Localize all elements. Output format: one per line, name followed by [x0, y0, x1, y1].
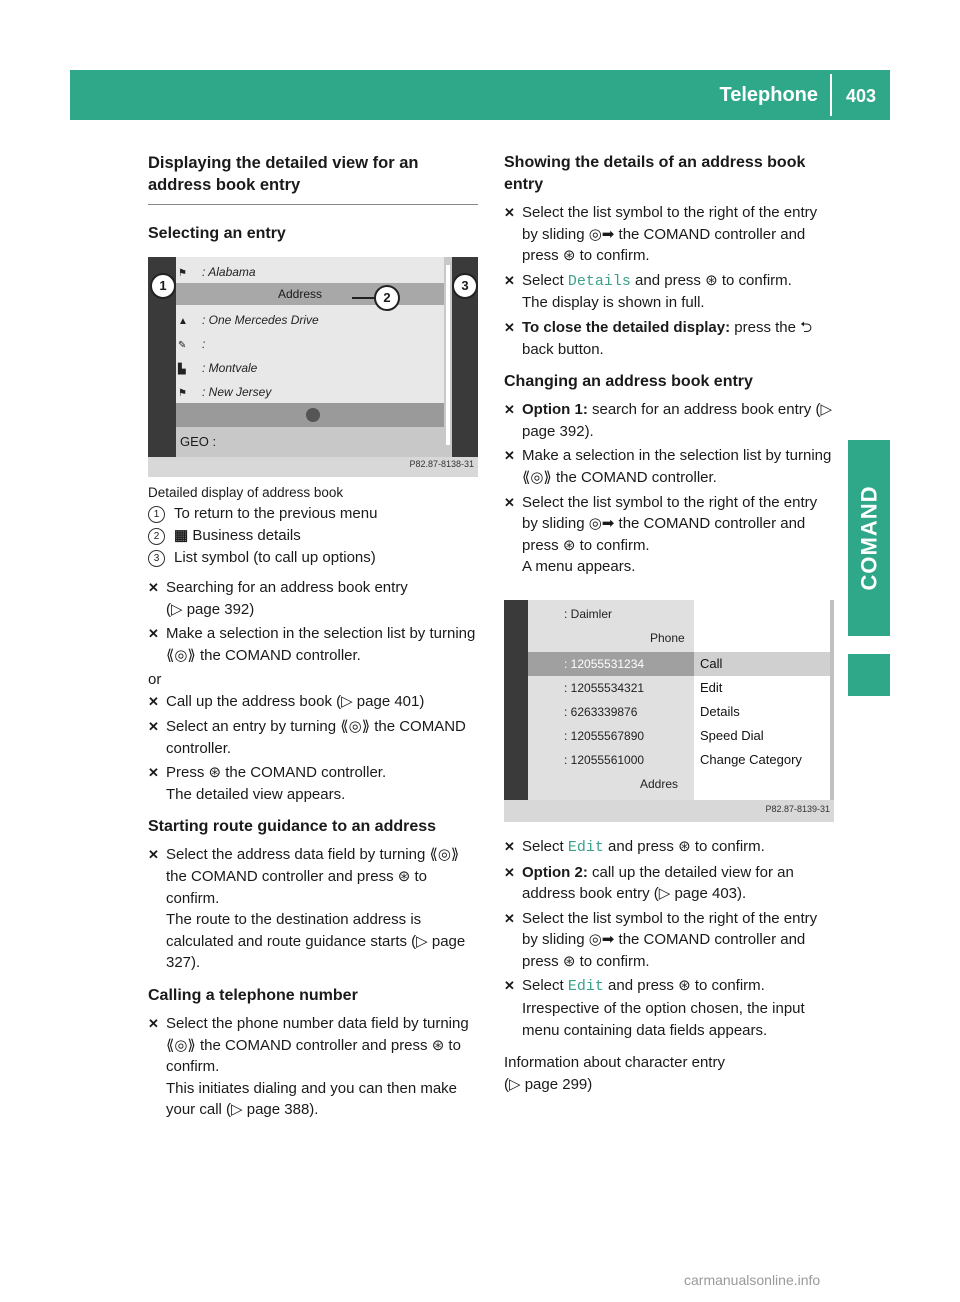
- instruction-step: ✕ Press ⊛ the COMAND controller. The detailed view appears.: [148, 764, 387, 803]
- screen-row: Phone: [650, 630, 685, 645]
- instruction-step: ✕ Select Edit and press ⊛ to confirm. Irrespective of the option chosen, the input menu containing data fields appears.: [504, 977, 805, 1039]
- screen-address-label: Address: [278, 287, 323, 301]
- step-marker-icon: ✕: [504, 864, 515, 880]
- instruction-step: ✕ Searching for an address book entry (▷ page 392): [148, 579, 408, 618]
- title-block: [148, 152, 478, 205]
- screen-row: : 12055531234: [564, 656, 645, 671]
- page-number: 403: [845, 86, 877, 106]
- screen-row: : 6263339876: [564, 704, 638, 719]
- instruction-step: ✕ Select the list symbol to the right of the entry by sliding ◎➡ the COMAND controller and press ⊛ to confirm.: [504, 909, 818, 970]
- step-marker-icon: ✕: [504, 978, 515, 994]
- screen-row: ✎ :: [178, 333, 438, 355]
- callout-2-leader: [352, 297, 374, 299]
- step-marker-icon: ✕: [148, 1015, 159, 1031]
- street-icon: ▲: [178, 316, 188, 327]
- section-title: Telephone: [719, 84, 818, 106]
- screen-row: ▲ : One Mercedes Drive: [178, 309, 438, 331]
- info-reference: (▷ page 299): [504, 1076, 593, 1094]
- callout-1: 1: [150, 273, 176, 299]
- section-heading: Displaying the detailed view for an address book entry: [148, 154, 419, 194]
- instruction-step: ✕ Option 2: call up the detailed view for an address book entry (▷ page 403).: [504, 863, 794, 903]
- step-marker-icon: ✕: [504, 402, 515, 418]
- instruction-step: ✕ Select the list symbol to the right of the entry by sliding ◎➡ the COMAND controller and press ⊛ to confirm. A menu appears.: [504, 493, 818, 576]
- screen-row: : 12055561000: [564, 752, 645, 767]
- side-tab-label: COMAND: [856, 485, 881, 591]
- step-marker-icon: ✕: [148, 718, 159, 734]
- side-marker: [848, 654, 890, 696]
- number-icon: ✎: [178, 340, 187, 351]
- menu-item-ref: Edit: [567, 978, 604, 996]
- step-marker-icon: ✕: [148, 580, 159, 595]
- page-header: [70, 70, 890, 120]
- instruction-step: ✕ Select an entry by turning ⟪◎⟫ the COMAND controller.: [148, 717, 466, 757]
- subheading-changing: Changing an address book entry: [504, 373, 753, 391]
- callout-3: 3: [452, 273, 478, 299]
- instruction-step: ✕ Make a selection in the selection list by turning ⟪◎⟫ the COMAND controller.: [504, 447, 832, 486]
- step-marker-icon: ✕: [504, 838, 515, 854]
- instruction-step: ✕ Call up the address book (▷ page 401): [148, 691, 478, 713]
- step-marker-icon: ✕: [148, 626, 159, 642]
- step-marker-icon: ✕: [504, 494, 515, 510]
- screen-row: : Daimler: [564, 606, 613, 621]
- callout-item: 2 ▦ Business details: [148, 525, 478, 547]
- instruction-step: ✕ Select Edit and press ⊛ to confirm.: [504, 837, 765, 856]
- screen-geo-label: GEO :: [180, 434, 217, 449]
- watermark: carmanualsonline.info: [684, 1272, 821, 1288]
- screen-row: ⚑ : New Jersey: [178, 381, 438, 403]
- step-marker-icon: ✕: [504, 272, 515, 288]
- screen-left-bar: [504, 600, 528, 800]
- callout-2: 2: [374, 285, 400, 311]
- step-marker-icon: ✕: [148, 694, 159, 710]
- menu-item-change-category: Change Category: [700, 751, 802, 767]
- screen-row: ⚑ : Alabama: [178, 261, 438, 283]
- callout-item: 3 List symbol (to call up options): [148, 547, 478, 569]
- screen-row: Addres: [640, 776, 679, 791]
- screen-row: : 12055534321: [564, 680, 645, 695]
- step-marker-icon: ✕: [504, 910, 515, 926]
- menu-item-speed-dial: Speed Dial: [700, 727, 764, 743]
- step-marker-icon: ✕: [504, 448, 515, 464]
- left-column: [148, 152, 478, 1124]
- subheading-selecting: Selecting an entry: [148, 225, 286, 242]
- menu-item-ref: Edit: [567, 838, 604, 856]
- subheading-calling: Calling a telephone number: [148, 986, 358, 1004]
- business-icon: ▦: [174, 527, 193, 544]
- step-marker-icon: ✕: [504, 319, 515, 335]
- or-text: or: [148, 671, 162, 689]
- menu-item-edit: Edit: [700, 679, 723, 695]
- city-icon: ▙: [178, 364, 186, 375]
- menu-item-details: Details: [700, 703, 740, 719]
- side-tab-label-wrap: [848, 440, 890, 636]
- menu-item-call: Call: [700, 655, 723, 671]
- instruction-step: ✕ To close the detailed display: press the ⮌ back button.: [504, 318, 813, 358]
- flag-icon: ⚑: [178, 268, 187, 279]
- subheading-showing-details: Showing the details of an address book entry: [504, 154, 806, 193]
- instruction-step: ✕ Select the phone number data field by turning ⟪◎⟫ the COMAND controller and press ⊛ to confirm. This initiates dialing and you can then make your call (▷ page 388).: [148, 1014, 469, 1119]
- step-marker-icon: ✕: [148, 847, 159, 863]
- instruction-step: ✕ Select the address data field by turning ⟪◎⟫ the COMAND controller and press ⊛ to confirm. The route to the destination address is calculated and route guidance starts (▷ page 327).: [148, 846, 466, 972]
- instruction-step: ✕ Select Details and press ⊛ to confirm. The display is shown in full.: [504, 271, 792, 312]
- globe-icon: [306, 408, 320, 422]
- figure-caption: Detailed display of address book: [148, 485, 344, 500]
- instruction-step: ✕ Make a selection in the selection list by turning ⟪◎⟫ the COMAND controller.: [148, 625, 476, 664]
- menu-item-ref: Details: [567, 272, 631, 290]
- instruction-step: ✕ Option 1: search for an address book entry (▷ page 392).: [504, 401, 832, 440]
- screen-scrollbar: [446, 265, 450, 445]
- right-column: [504, 152, 834, 1096]
- instruction-step: ✕ Select the list symbol to the right of the entry by sliding ◎➡ the COMAND controller and press ⊛ to confirm.: [504, 204, 818, 265]
- screen-detailed-display: [148, 257, 478, 477]
- screen-options-menu: [504, 600, 834, 822]
- info-text: Information about character entry: [504, 1054, 725, 1072]
- flag-icon: ⚑: [178, 388, 187, 399]
- image-code: P82.87-8138-31: [409, 459, 474, 469]
- step-marker-icon: ✕: [148, 765, 159, 781]
- header-divider: [830, 74, 832, 116]
- step-marker-icon: ✕: [504, 205, 515, 220]
- image-code: P82.87-8139-31: [765, 803, 830, 814]
- screen-row: : 12055567890: [564, 728, 645, 743]
- callout-item: 1 To return to the previous menu: [148, 503, 478, 525]
- screen-row: ▙ : Montvale: [178, 357, 438, 379]
- subheading-route: Starting route guidance to an address: [148, 818, 437, 836]
